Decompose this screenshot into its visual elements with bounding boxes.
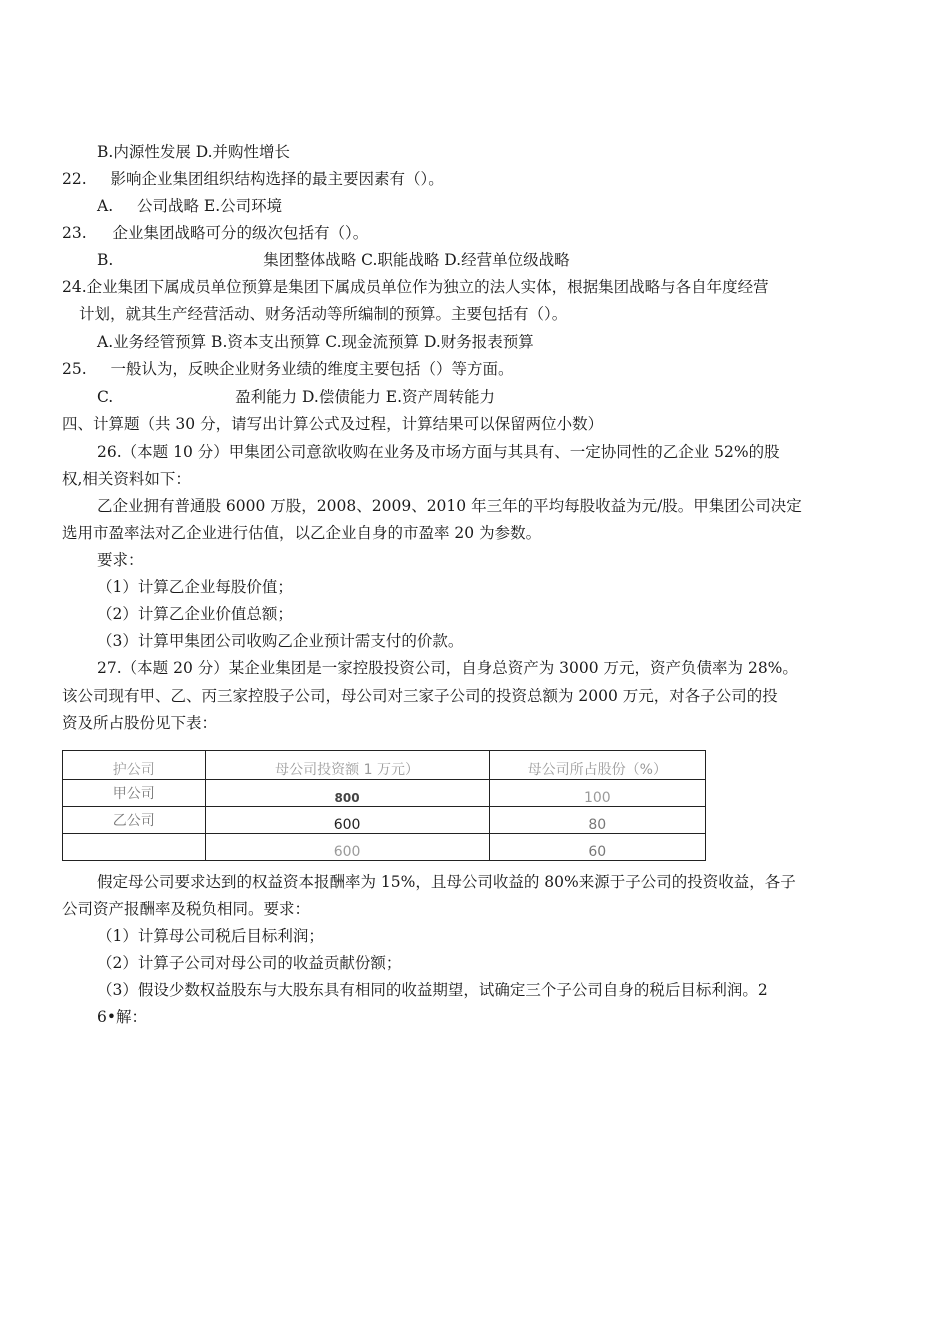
question-24-line-2: 计划，就其生产经营活动、财务活动等所编制的预算。主要包括有（）。 bbox=[79, 305, 568, 323]
table-header: 母公司投资额 1 万元） bbox=[205, 751, 489, 780]
table-cell: 80 bbox=[489, 807, 705, 834]
table-header-row bbox=[63, 751, 706, 780]
option-text: 公司战略 E.公司环境 bbox=[137, 197, 283, 215]
question-27-assumption-line-1: 假定母公司要求达到的权益资本报酬率为 15%，且母公司收益的 80%来源于子公司的投资收益，各子 bbox=[97, 873, 796, 891]
question-26-req-3: （3）计算甲集团公司收购乙企业预计需支付的价款。 bbox=[97, 632, 464, 650]
question-25 bbox=[62, 358, 514, 380]
question-27-req-2: （2）计算子公司对母公司的收益贡献份额； bbox=[97, 954, 402, 972]
table-header: 母公司所占股份（%） bbox=[489, 751, 705, 780]
table-cell: 60 bbox=[489, 834, 705, 861]
answer-start: 6•解： bbox=[97, 1008, 148, 1026]
question-22-options bbox=[97, 195, 282, 217]
question-26-req-2: （2）计算乙企业价值总额； bbox=[97, 605, 293, 623]
option-letter: B. bbox=[97, 251, 114, 269]
question-23-options bbox=[97, 249, 570, 271]
question-26-requirements: 要求： bbox=[97, 551, 144, 569]
question-text: 企业集团战略可分的级次包括有（）。 bbox=[112, 224, 369, 242]
question-26-line-3: 乙企业拥有普通股 6000 万股，2008、2009、2010 年三年的平均每股收益为元/股。甲集团公司决定 bbox=[97, 497, 802, 515]
question-27-req-1: （1）计算母公司税后目标利润； bbox=[97, 927, 324, 945]
table-cell: 600 bbox=[205, 807, 489, 834]
option-letter: C. bbox=[97, 388, 114, 406]
q21-options-line: B.内源性发展 D.并购性增长 bbox=[97, 143, 291, 161]
table-cell bbox=[63, 834, 206, 861]
table-cell: 600 bbox=[205, 834, 489, 861]
question-22 bbox=[62, 168, 444, 190]
table-row bbox=[63, 780, 706, 807]
question-text: 一般认为，反映企业财务业绩的维度主要包括（）等方面。 bbox=[110, 360, 514, 378]
option-letter: A. bbox=[97, 197, 114, 215]
table-cell: 800 bbox=[334, 791, 360, 805]
question-24-line-1: 24.企业集团下属成员单位预算是集团下属成员单位作为独立的法人实体，根据集团战略与各自年度经营 bbox=[62, 278, 769, 296]
question-26-line-2: 权,相关资料如下： bbox=[62, 470, 191, 488]
question-26-line-1: 26.（本题 10 分）甲集团公司意欲收购在业务及市场方面与其具有、一定协同性的乙企业 52%的股 bbox=[97, 443, 780, 461]
question-27-assumption-line-2: 公司资产报酬率及税负相同。要求： bbox=[62, 900, 311, 918]
question-number: 23. bbox=[62, 224, 87, 242]
section-4-heading: 四、计算题（共 30 分，请写出计算公式及过程，计算结果可以保留两位小数） bbox=[62, 415, 604, 433]
question-25-options bbox=[97, 386, 495, 408]
table-row bbox=[63, 807, 706, 834]
table-cell: 甲公司 bbox=[63, 780, 206, 807]
question-27-line-3: 资及所占股份见下表： bbox=[62, 714, 218, 732]
option-text: 盈利能力 D.偿债能力 E.资产周转能力 bbox=[235, 388, 496, 406]
question-26-req-1: （1）计算乙企业每股价值； bbox=[97, 578, 293, 596]
question-number: 22. bbox=[62, 170, 87, 188]
question-23 bbox=[62, 222, 368, 244]
question-27-req-3: （3）假设少数权益股东与大股东具有相同的收益期望，试确定三个子公司自身的税后目标利润。2 bbox=[97, 981, 768, 999]
question-24-options: A.业务经管预算 B.资本支出预算 C.现金流预算 D.财务报表预算 bbox=[97, 333, 534, 351]
table-cell: 乙公司 bbox=[63, 807, 206, 834]
table-cell: 100 bbox=[489, 780, 705, 807]
table-header: 护公司 bbox=[63, 751, 206, 780]
question-text: 影响企业集团组织结构选择的最主要因素有（）。 bbox=[110, 170, 444, 188]
subsidiary-investment-table bbox=[62, 750, 706, 861]
question-27-line-2: 该公司现有甲、乙、丙三家控股子公司，母公司对三家子公司的投资总额为 2000 万元，对各子公司的投 bbox=[62, 687, 778, 705]
table-row bbox=[63, 834, 706, 861]
question-number: 25. bbox=[62, 360, 87, 378]
question-26-line-4: 选用市盈率法对乙企业进行估值，以乙企业自身的市盈率 20 为参数。 bbox=[62, 524, 542, 542]
option-text: 集团整体战略 C.职能战略 D.经营单位级战略 bbox=[263, 251, 570, 269]
question-27-line-1: 27.（本题 20 分）某企业集团是一家控股投资公司，自身总资产为 3000 万元，资产负债率为 28%。 bbox=[97, 659, 798, 677]
